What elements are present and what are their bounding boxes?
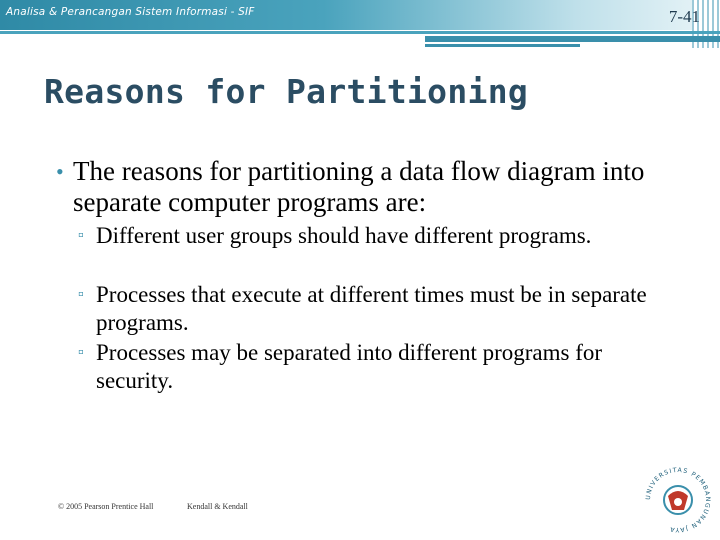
slide-number: 7-41 <box>668 7 700 26</box>
sub-bullet <box>78 222 678 250</box>
square-bullet-icon: ▫ <box>78 227 84 244</box>
sub-bullet <box>78 339 678 395</box>
university-logo-icon <box>640 462 716 538</box>
footer-authors: Kendall & Kendall <box>187 502 248 511</box>
square-bullet-icon: ▫ <box>78 286 84 303</box>
logo-ring-text: UNIVERSITAS PEMBANGUNAN JAYA <box>644 466 712 534</box>
slide-title: Reasons for Partitioning <box>44 72 529 111</box>
sub-bullet-text: Processes may be separated into different programs for security. <box>96 340 603 393</box>
header-rule <box>0 31 720 34</box>
main-bullet <box>56 156 696 218</box>
sub-bullet-text: Processes that execute at different times must be in separate programs. <box>96 282 647 335</box>
sub-bullet-text: Different user groups should have different programs. <box>96 223 592 248</box>
accent-bar-short <box>425 44 580 47</box>
sub-bullet <box>78 281 678 337</box>
accent-bar <box>425 36 720 42</box>
main-bullet-text: The reasons for partitioning a data flow diagram into separate computer programs are: <box>73 156 645 217</box>
course-label: Analisa & Perancangan Sistem Informasi - SIF <box>6 6 255 18</box>
bullet-dot-icon: • <box>56 159 64 184</box>
square-bullet-icon: ▫ <box>78 344 84 361</box>
footer-copyright: © 2005 Pearson Prentice Hall <box>58 502 154 511</box>
